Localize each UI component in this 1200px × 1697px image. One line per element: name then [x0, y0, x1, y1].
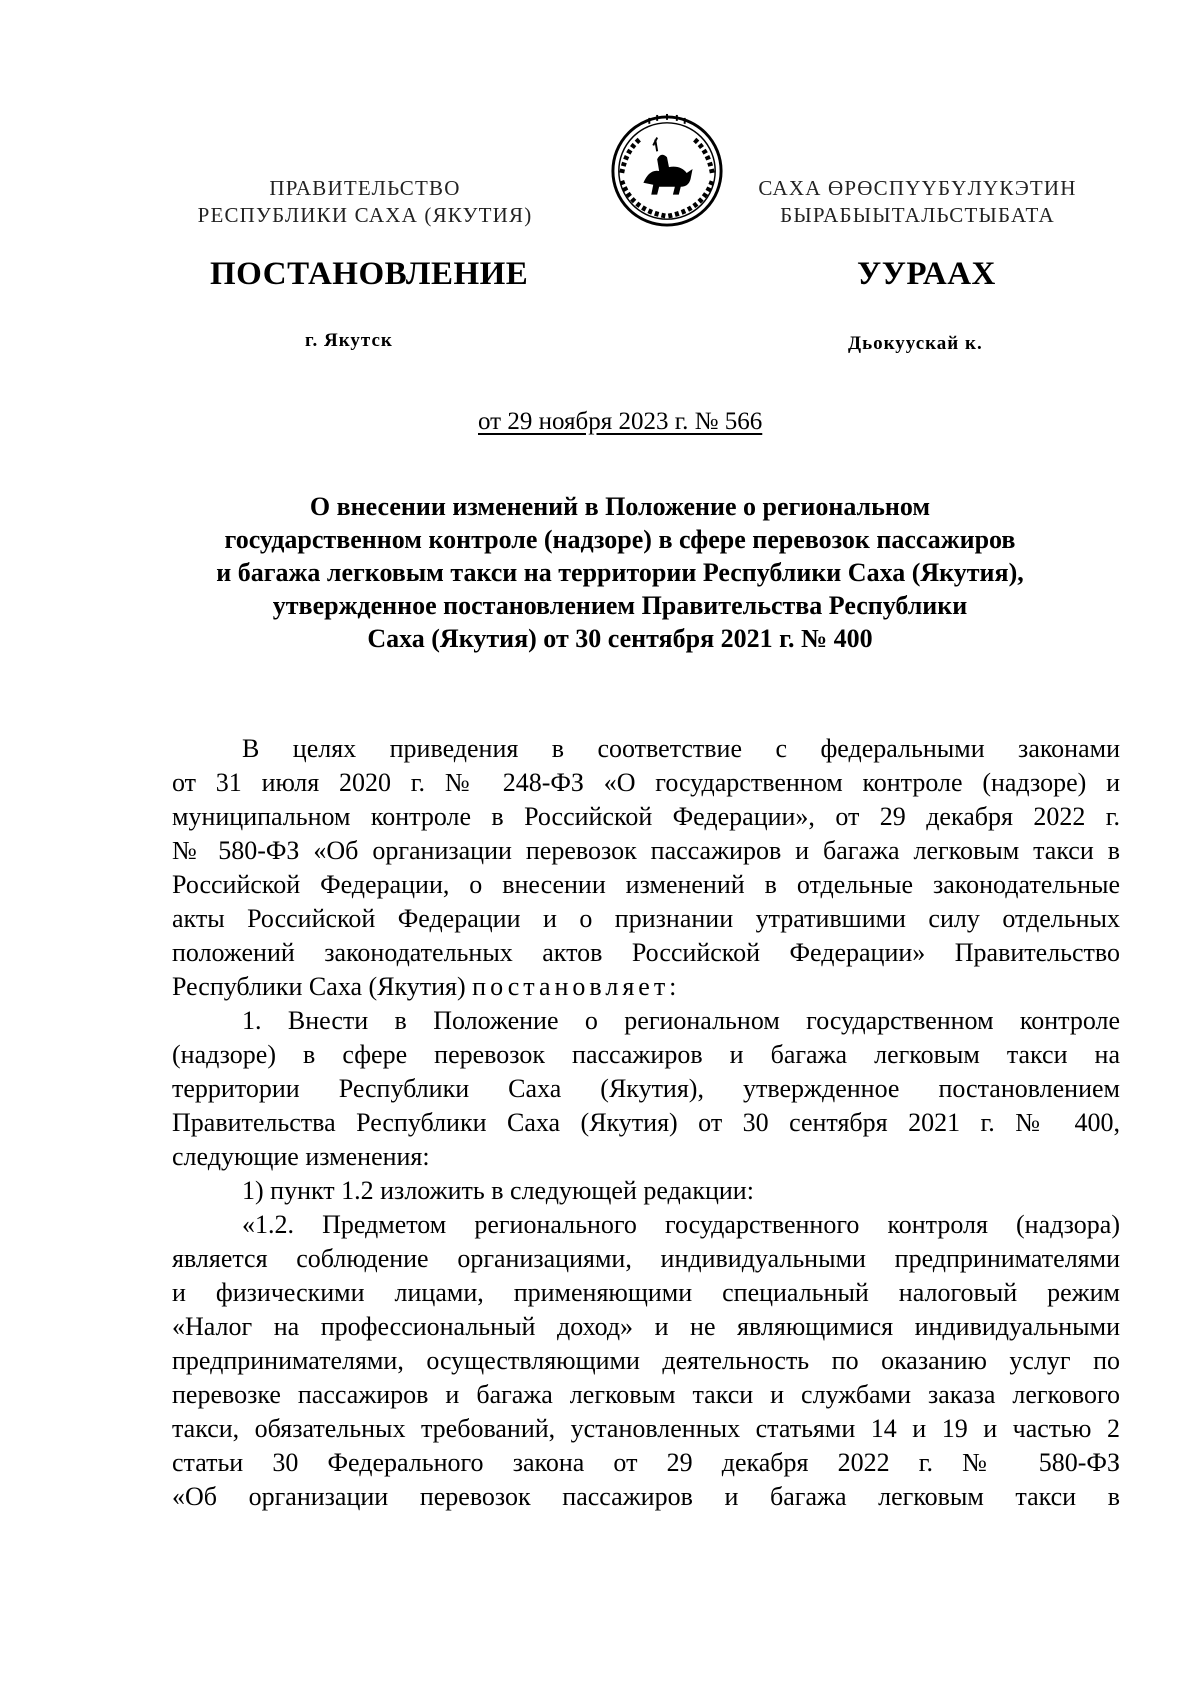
body-line: следующие изменения: — [172, 1142, 430, 1171]
government-name-sakha — [745, 175, 1090, 229]
coat-of-arms-emblem-icon — [608, 112, 726, 230]
body-line: такси, обязательных требований, установленных статьями 14 и 19 и частью 2 — [172, 1414, 1120, 1443]
body-line: № 580-ФЗ «Об организации перевозок пассажиров и багажа легковым такси в — [172, 836, 1120, 865]
body-line: статьи 30 Федерального закона от 29 декабря 2022 г. № 580-ФЗ — [172, 1448, 1120, 1477]
document-type-russian: ПОСТАНОВЛЕНИЕ — [210, 256, 529, 292]
city-sakha: Дьокуускай к. — [848, 333, 983, 354]
government-name-line1: ПРАВИТЕЛЬСТВО — [269, 176, 461, 200]
body-line: В целях приведения в соответствие с федеральными законами — [242, 734, 1120, 763]
subject-line: утвержденное постановлением Правительства Республики — [272, 591, 968, 620]
body-line: перевозке пассажиров и багажа легковым такси и службами заказа легкового — [172, 1380, 1120, 1409]
body-line: Правительства Республики Саха (Якутия) от 30 сентября 2021 г. № 400, — [172, 1108, 1120, 1137]
body-line: положений законодательных актов Российской Федерации» Правительство — [172, 938, 1120, 967]
government-name-sakha-line1: САХА ӨРӨСПҮҮБҮЛҮКЭТИН — [758, 176, 1077, 200]
document-date-number: от 29 ноября 2023 г. № 566 — [478, 408, 763, 435]
body-line: (надзоре) в сфере перевозок пассажиров и багажа легковым такси на — [172, 1040, 1120, 1069]
subject-line: Саха (Якутия) от 30 сентября 2021 г. № 400 — [367, 624, 873, 653]
government-name-sakha-line2: БЫРАБЫЫТАЛЬСТЫБАТА — [780, 203, 1055, 227]
body-line: от 31 июля 2020 г. № 248-ФЗ «О государственном контроле (надзоре) и — [172, 768, 1120, 797]
document-type-sakha: УУРААХ — [857, 256, 996, 292]
body-line: территории Республики Саха (Якутия), утвержденное постановлением — [172, 1074, 1120, 1103]
document-body — [172, 732, 1120, 1514]
government-name-line2: РЕСПУБЛИКИ САХА (ЯКУТИЯ) — [197, 203, 533, 227]
body-line: «1.2. Предметом регионального государственного контроля (надзора) — [242, 1210, 1120, 1239]
city-russian: г. Якутск — [305, 330, 393, 351]
body-line — [172, 970, 1120, 1004]
government-name-russian — [170, 175, 560, 229]
subject-line: и багажа легковым такси на территории Республики Саха (Якутия), — [216, 558, 1024, 587]
body-line: Российской Федерации, о внесении изменений в отдельные законодательные — [172, 870, 1120, 899]
body-line: является соблюдение организациями, индивидуальными предпринимателями — [172, 1244, 1120, 1273]
document-subject — [170, 490, 1070, 655]
body-line: и физическими лицами, применяющими специальный налоговый режим — [172, 1278, 1120, 1307]
body-line: «Об организации перевозок пассажиров и багажа легковым такси в — [172, 1482, 1120, 1511]
subject-line: государственном контроле (надзоре) в сфере перевозок пассажиров — [224, 525, 1016, 554]
body-line: акты Российской Федерации и о признании утратившими силу отдельных — [172, 904, 1120, 933]
subject-line: О внесении изменений в Положение о региональном — [309, 492, 931, 521]
body-line: «Налог на профессиональный доход» и не являющимися индивидуальными — [172, 1312, 1120, 1341]
body-line: предпринимателями, осуществляющими деятельность по оказанию услуг по — [172, 1346, 1120, 1375]
body-line: 1. Внести в Положение о региональном государственном контроле — [242, 1006, 1120, 1035]
body-line: муниципальном контроле в Российской Федерации», от 29 декабря 2022 г. — [172, 802, 1120, 831]
decree-word: постановляет: — [472, 972, 681, 1001]
body-text: Республики Саха (Якутия) — [172, 972, 473, 1001]
body-line: 1) пункт 1.2 изложить в следующей редакции: — [242, 1176, 754, 1205]
